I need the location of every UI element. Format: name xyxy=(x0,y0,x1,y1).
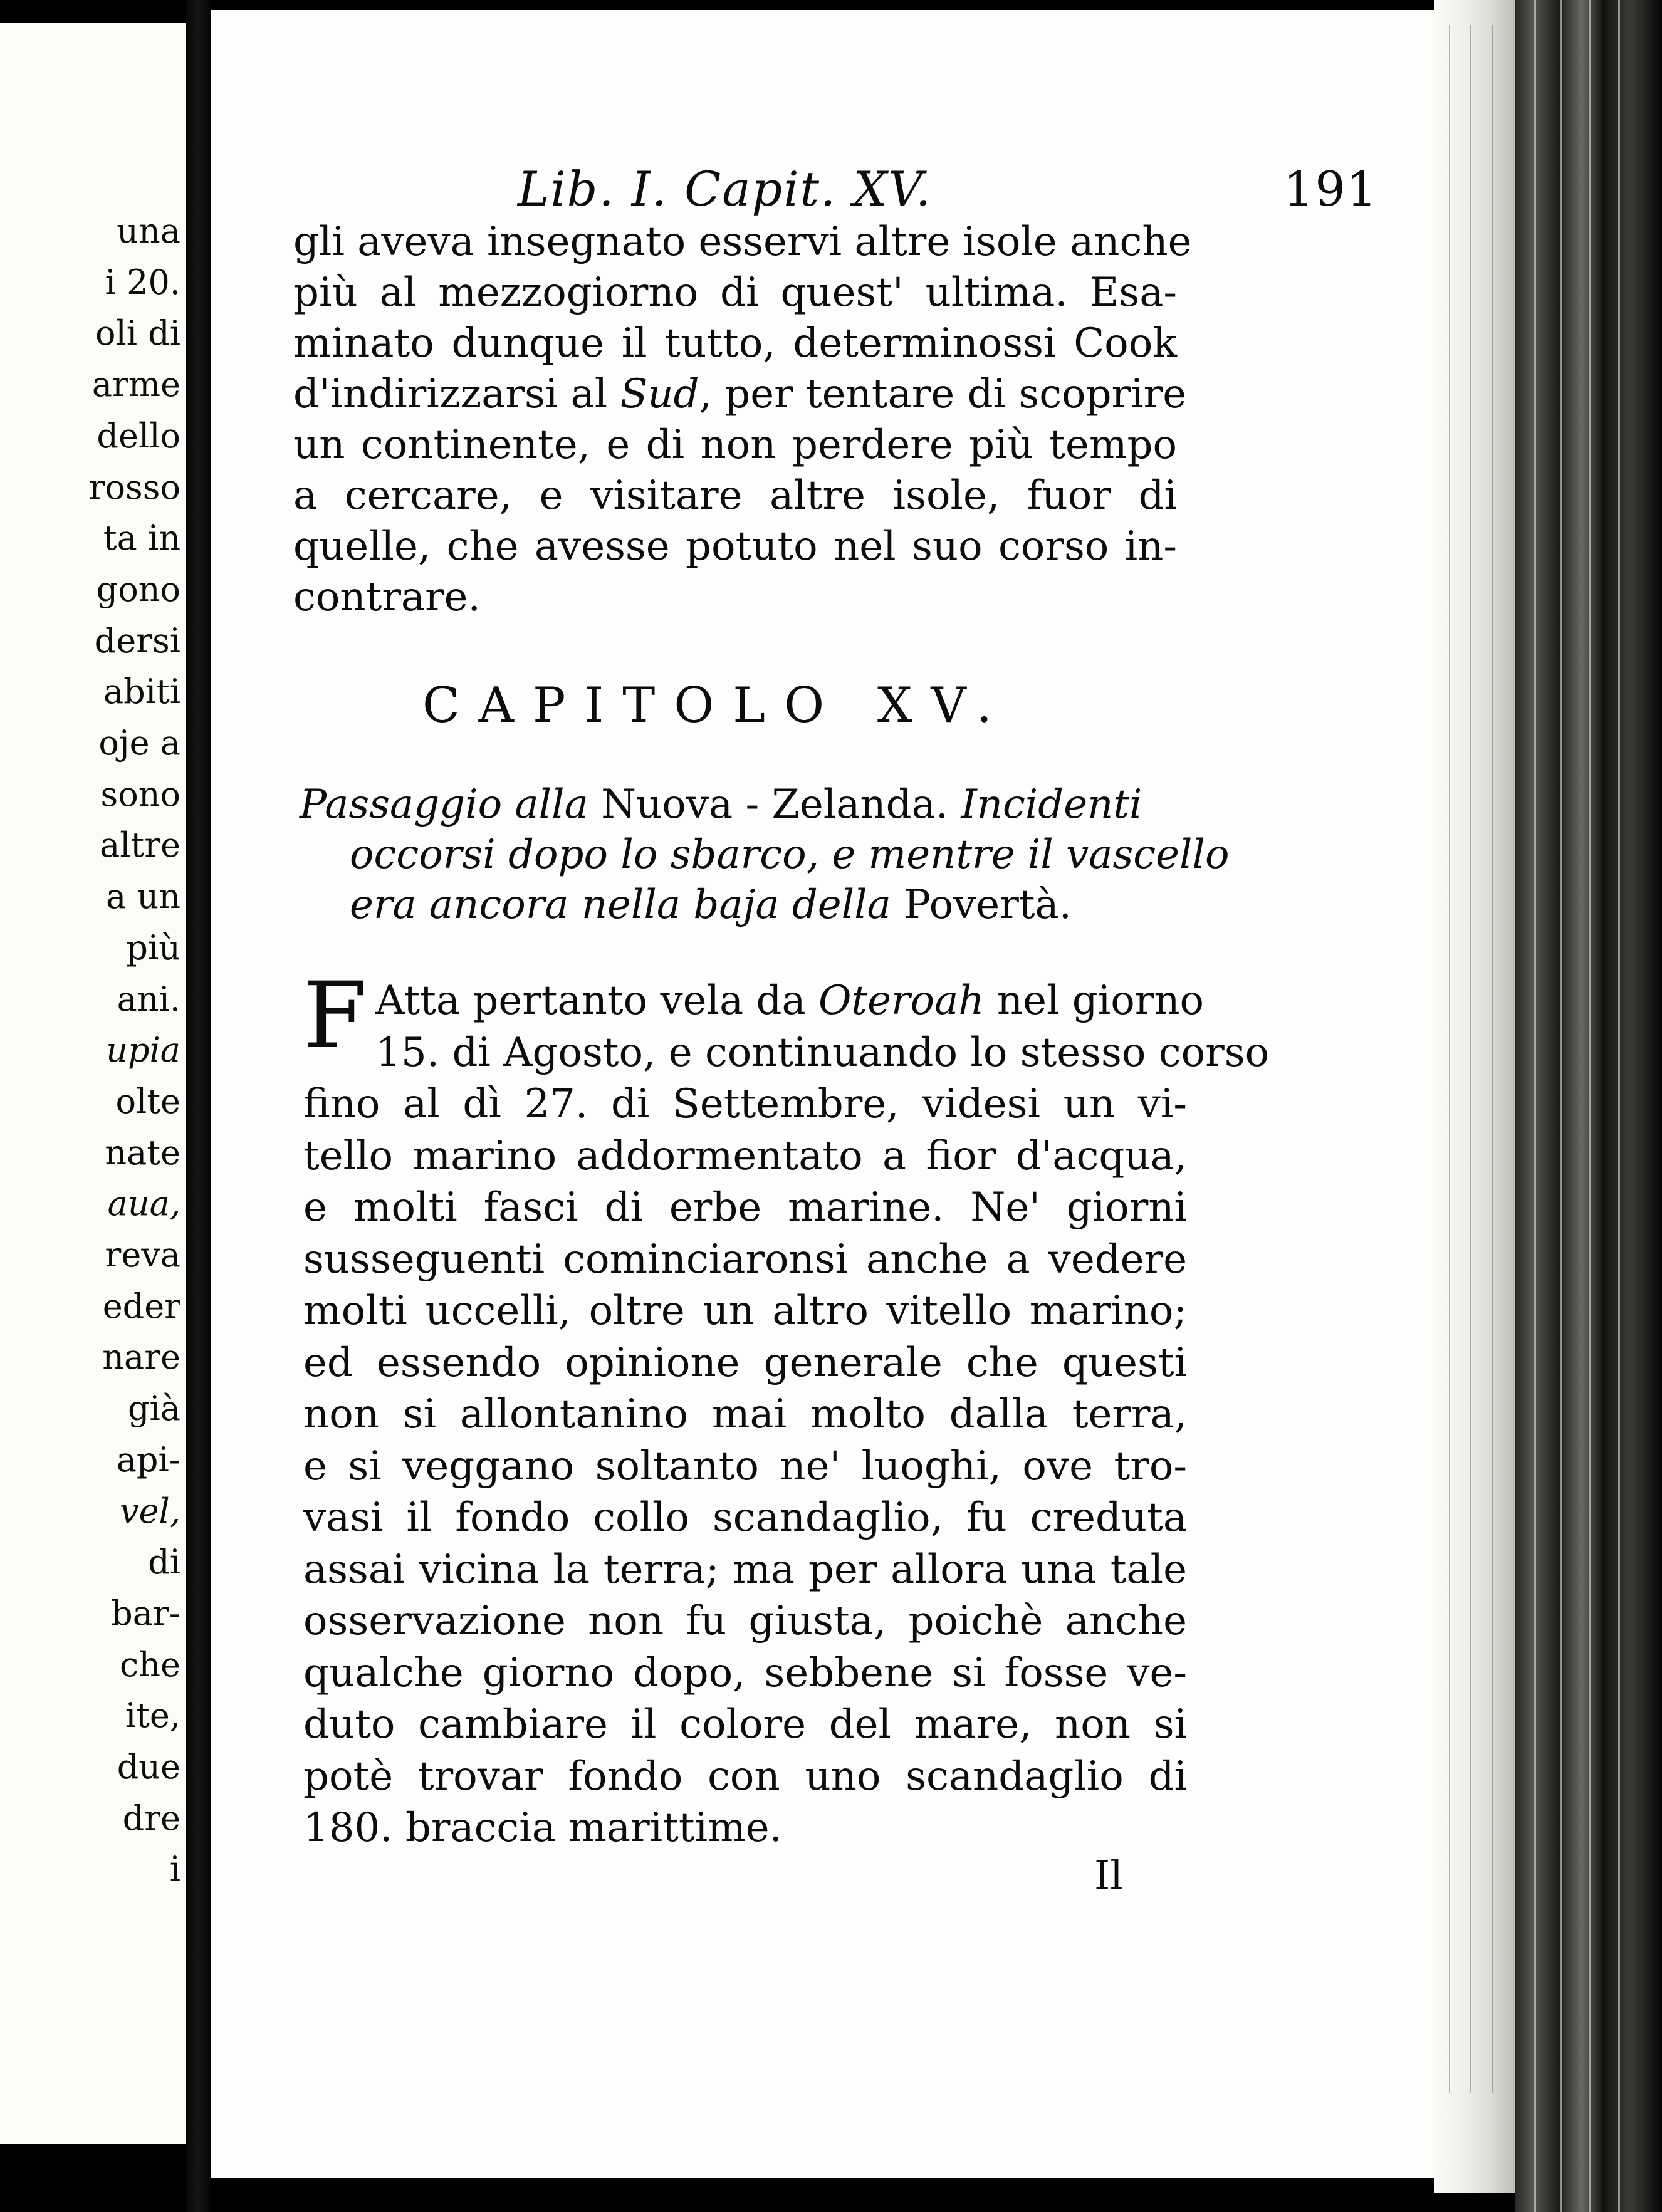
body-lines xyxy=(303,1078,1187,1854)
text-line: minato dunque il tutto, determinossi Cook xyxy=(293,320,1177,367)
text-line: a cercare, e visitare altre isole, fuor di xyxy=(293,472,1177,519)
left-line-fragment: oli di xyxy=(95,313,180,353)
edge-line xyxy=(1492,25,1493,2093)
left-line-fragment: bar- xyxy=(111,1593,180,1633)
text-line: non si allontanino mai molto dalla terra, xyxy=(303,1391,1187,1437)
left-line-fragment: olte xyxy=(115,1081,180,1121)
previous-page-fragment xyxy=(0,23,186,2144)
left-line-fragment: nare xyxy=(102,1337,180,1377)
text-segment: Atta pertanto vela da xyxy=(375,978,806,1024)
left-line-fragment: dello xyxy=(97,415,180,456)
left-line-fragment: a un xyxy=(106,877,180,917)
left-line-fragment: più xyxy=(126,927,180,968)
text-line: più al mezzogiorno di quest' ultima. Esa- xyxy=(293,269,1177,316)
place-name: Nuova - Zelanda. xyxy=(601,781,949,828)
edge-stripe xyxy=(1618,0,1620,2212)
left-line-fragment: i xyxy=(169,1849,180,1889)
left-line-fragment: arme xyxy=(91,365,180,405)
text-line: un continente, e di non perdere più tempo xyxy=(293,422,1177,468)
left-line-fragment: dersi xyxy=(94,620,180,660)
summary-line xyxy=(300,780,1183,830)
text-line: molti uccelli, oltre un altro vitello marino; xyxy=(303,1288,1187,1334)
left-line-fragment: che xyxy=(120,1644,180,1684)
text-line: susseguenti cominciaronsi anche a vedere xyxy=(303,1236,1187,1283)
edge-stripe xyxy=(1560,0,1562,2212)
text-line: osservazione non fu giusta, poichè anche xyxy=(303,1598,1187,1644)
left-line-fragment: i 20. xyxy=(105,262,180,302)
text-line: 180. braccia marittime. xyxy=(303,1805,782,1851)
left-line-fragment: reva xyxy=(105,1235,180,1275)
text-line xyxy=(303,975,1205,1027)
text-line xyxy=(293,369,1187,420)
left-line-fragment: gono xyxy=(96,569,180,609)
left-line-fragment: oje a xyxy=(98,723,180,763)
catchword: Il xyxy=(1094,1853,1123,1899)
place-name: Povertà. xyxy=(904,882,1072,928)
left-line-fragment: aua, xyxy=(107,1184,180,1224)
text-line: fino al dì 27. di Settembre, videsi un vi- xyxy=(303,1081,1187,1127)
binding-gutter xyxy=(186,0,211,2212)
left-line-fragment: eder xyxy=(102,1286,180,1326)
summary-text: era ancora nella baja della xyxy=(350,882,891,928)
left-line-fragment: due xyxy=(117,1747,180,1787)
text-line: e si veggano soltanto ne' luoghi, ove tro- xyxy=(303,1442,1187,1489)
left-line-fragment: api- xyxy=(116,1439,180,1479)
summary-text: Incidenti xyxy=(961,781,1142,828)
text-line: tello marino addormentato a fior d'acqua, xyxy=(303,1132,1187,1179)
left-line-fragment: già xyxy=(127,1389,180,1429)
left-line-fragment: sono xyxy=(100,774,180,814)
text-segment: nel giorno xyxy=(996,978,1205,1024)
left-line-fragment: di xyxy=(148,1542,180,1582)
left-line-fragment: abiti xyxy=(103,672,180,712)
left-line-fragment: upia xyxy=(106,1030,180,1070)
place-name: Oteroah xyxy=(818,978,985,1024)
left-line-fragment: ta in xyxy=(103,518,180,558)
text-line: gli aveva insegnato esservi altre isole anche xyxy=(293,219,1192,265)
text-line: qualche giorno dopo, sebbene si fosse ve- xyxy=(303,1649,1187,1696)
left-line-fragment: vel, xyxy=(120,1491,180,1531)
chapter-body xyxy=(303,963,1270,1854)
drop-cap: F xyxy=(303,963,367,1069)
text-line: vasi il fondo collo scandaglio, fu creduta xyxy=(303,1495,1187,1541)
text-line: ed essendo opinione generale che questi xyxy=(303,1339,1187,1386)
place-name: Sud xyxy=(620,371,699,417)
current-page xyxy=(211,10,1479,2178)
text-line: potè trovar fondo con uno scandaglio di xyxy=(303,1753,1187,1800)
left-line-fragment: ani. xyxy=(117,979,180,1019)
left-line-fragment: rosso xyxy=(88,467,180,507)
edge-line xyxy=(1449,25,1450,2093)
summary-line: occorsi dopo lo sbarco, e mentre il vascello xyxy=(350,832,1230,878)
summary-text: Passaggio alla xyxy=(300,781,588,828)
text-line: assai vicina la terra; ma per allora una tale xyxy=(303,1546,1187,1593)
edge-line xyxy=(1470,25,1471,2093)
left-line-fragment: altre xyxy=(100,825,180,865)
chapter-title: CAPITOLO XV. xyxy=(422,677,1011,734)
page-number: 191 xyxy=(1283,161,1379,217)
text-line: quelle, che avesse potuto nel suo corso in- xyxy=(293,523,1177,570)
left-line-fragment: una xyxy=(117,211,180,251)
left-line-fragment: nate xyxy=(105,1132,180,1172)
text-line: e molti fasci di erbe marine. Ne' giorni xyxy=(303,1184,1187,1231)
edge-stripe xyxy=(1534,0,1536,2212)
edge-stripe xyxy=(1589,0,1591,2212)
text-line: contrare. xyxy=(293,574,481,620)
book-fore-edge xyxy=(1515,0,1662,2212)
page-edge-shadow xyxy=(1434,0,1515,2193)
text-line: duto cambiare il colore del mare, non si xyxy=(303,1701,1187,1748)
left-line-fragment: ite, xyxy=(125,1696,180,1736)
chapter-summary xyxy=(300,780,1230,930)
text-segment: , per tentare di scoprire xyxy=(699,371,1187,417)
left-line-fragment: dre xyxy=(122,1798,180,1838)
text-line: 15. di Agosto, e continuando lo stesso corso xyxy=(375,1029,1270,1076)
running-header xyxy=(518,161,1395,217)
summary-line xyxy=(300,880,1183,930)
text-segment: d'indirizzarsi al xyxy=(293,371,620,417)
running-title: Lib. I. Capit. XV. xyxy=(518,161,933,217)
continued-paragraph xyxy=(293,217,1192,623)
